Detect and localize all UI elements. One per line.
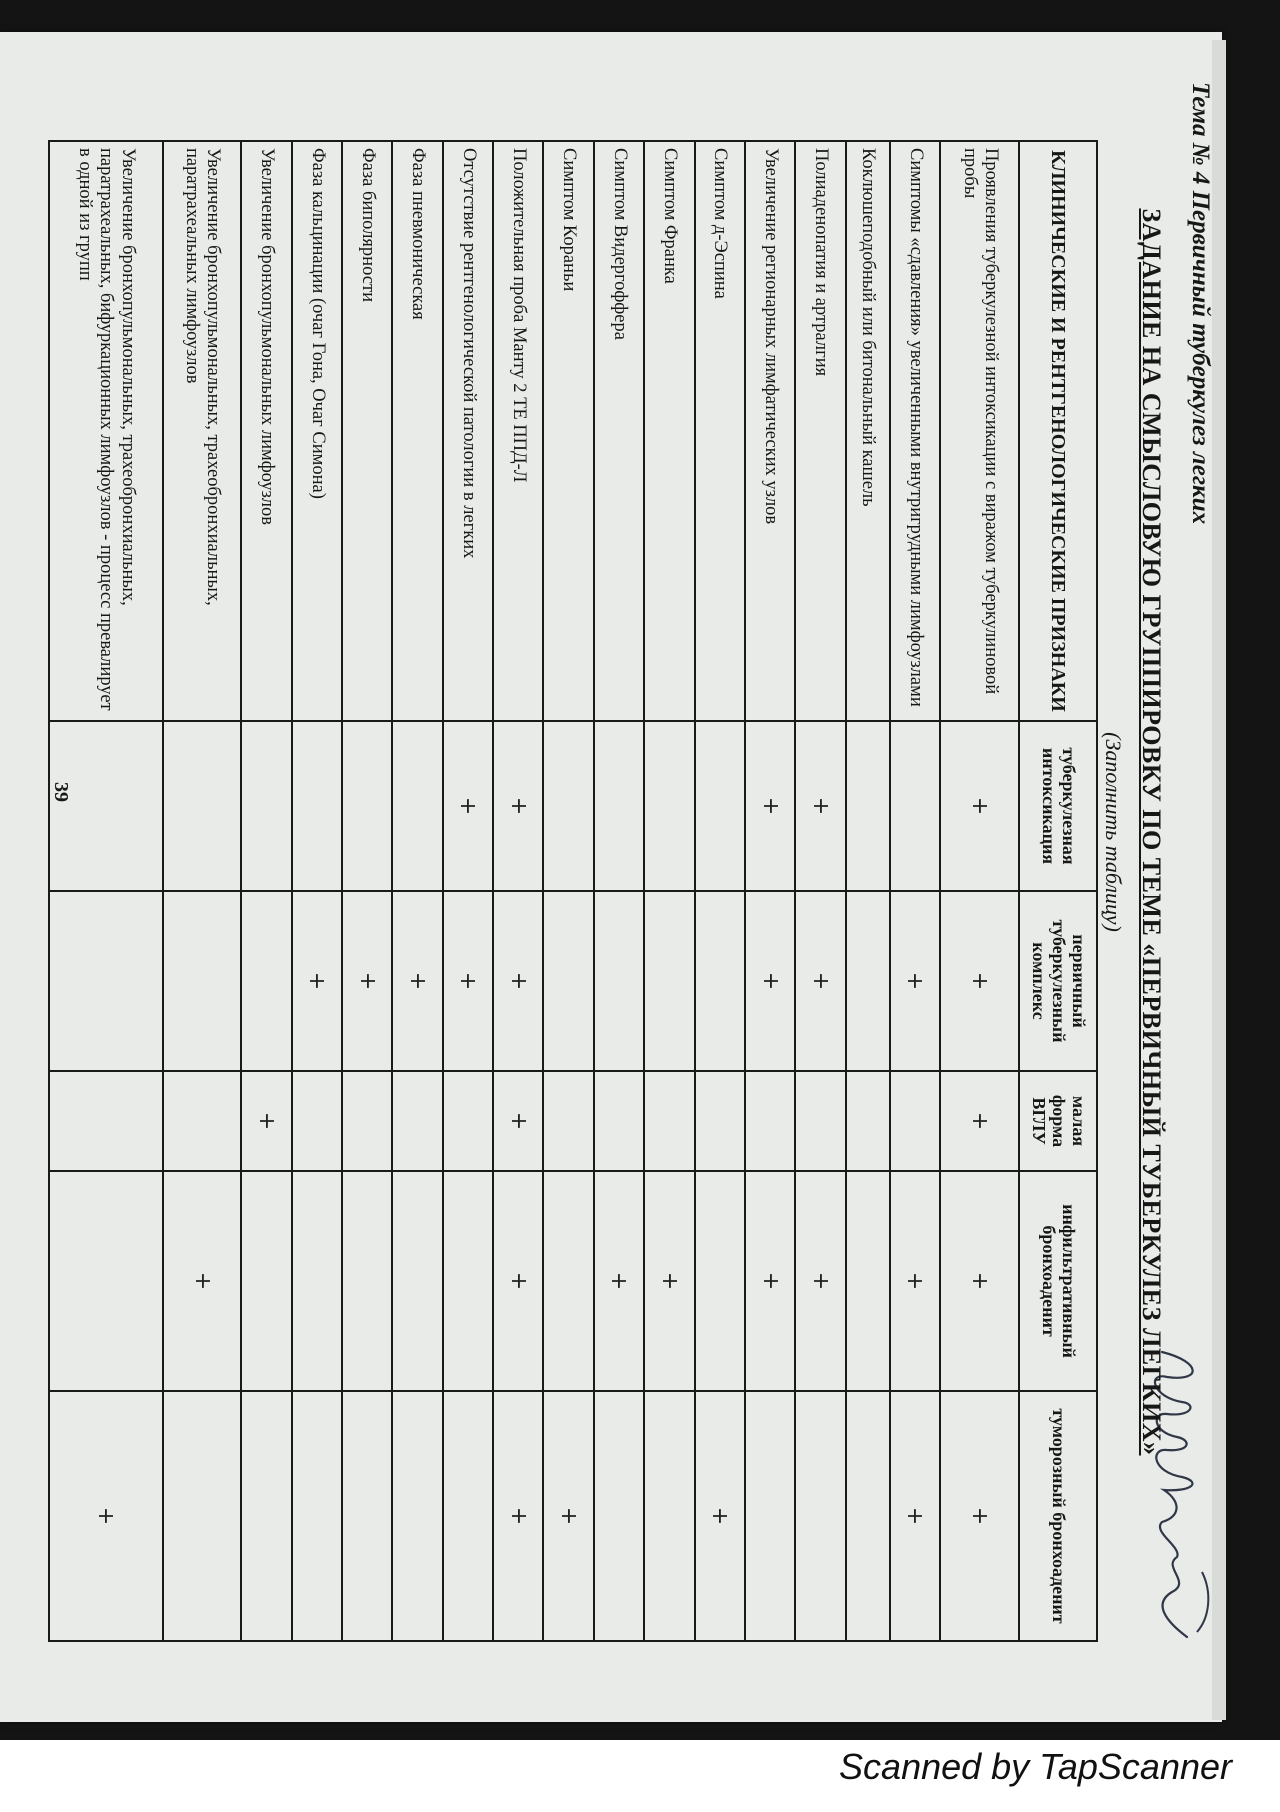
topic-title: Тема № 4 Первичный туберкулез легких [1187, 82, 1214, 525]
mark-cell [594, 891, 644, 1071]
mark-cell [443, 891, 493, 1071]
page-number: 39 [50, 782, 72, 802]
table-row [342, 141, 392, 1641]
plus-mark: + [189, 1271, 215, 1291]
mark-cell [890, 891, 940, 1071]
plus-mark: + [505, 1506, 531, 1526]
mark-cell [594, 1071, 644, 1171]
rotated-document-page [32, 42, 1222, 1682]
mark-cell [846, 1171, 890, 1391]
grouping-table [48, 140, 1098, 1642]
mark-cell [795, 1171, 845, 1391]
sign-cell: Увеличение регионарных лимфатических узлов [745, 141, 795, 721]
assignment-instruction: (Заполнить таблицу) [1101, 732, 1126, 932]
plus-mark: + [807, 796, 833, 816]
mark-cell [493, 1171, 543, 1391]
mark-cell [543, 891, 593, 1071]
plus-mark: + [902, 971, 928, 991]
plus-mark: + [707, 1506, 733, 1526]
plus-mark: + [455, 796, 481, 816]
mark-cell [543, 1391, 593, 1641]
mark-cell [292, 1171, 342, 1391]
mark-cell [846, 1391, 890, 1641]
mark-cell [163, 1071, 242, 1171]
mark-cell [49, 891, 163, 1071]
mark-cell [644, 721, 694, 891]
column-header-primary-complex: первичный туберкулезный комплекс [1019, 891, 1097, 1071]
mark-cell [745, 1071, 795, 1171]
sign-cell: Коклюшеподобный или битональный кашель [846, 141, 890, 721]
mark-cell [695, 1071, 745, 1171]
plus-mark: + [505, 971, 531, 991]
mark-cell [292, 891, 342, 1071]
mark-cell [392, 1391, 442, 1641]
column-header-infiltrative: инфильтративный бронхоаденит [1019, 1171, 1097, 1391]
plus-mark: + [656, 1271, 682, 1291]
mark-cell [890, 1171, 940, 1391]
table-body [49, 141, 1019, 1641]
plus-mark: + [304, 971, 330, 991]
plus-mark: + [967, 971, 993, 991]
plus-mark: + [757, 971, 783, 991]
mark-cell [392, 891, 442, 1071]
mark-cell [493, 1391, 543, 1641]
mark-cell [543, 1071, 593, 1171]
mark-cell [890, 1071, 940, 1171]
mark-cell [342, 1171, 392, 1391]
plus-mark: + [757, 796, 783, 816]
mark-cell [745, 1391, 795, 1641]
mark-cell [644, 891, 694, 1071]
sign-cell: Проявления туберкулезной интоксикации с виражом туберкулиновой пробы [940, 141, 1019, 721]
mark-cell [695, 891, 745, 1071]
mark-cell [241, 721, 291, 891]
mark-cell [795, 1071, 845, 1171]
mark-cell [745, 721, 795, 891]
mark-cell [940, 1171, 1019, 1391]
table-row [49, 141, 163, 1641]
mark-cell [644, 1391, 694, 1641]
table-row [745, 141, 795, 1641]
plus-mark: + [967, 1271, 993, 1291]
scanner-watermark: Scanned by TapScanner [839, 1746, 1232, 1787]
mark-cell [695, 1391, 745, 1641]
table-row [846, 141, 890, 1641]
mark-cell [594, 1391, 644, 1641]
mark-cell [594, 721, 644, 891]
mark-cell [795, 721, 845, 891]
sign-cell: Увеличение бронхопульмональных, трахеобронхиальных, паратрахеальных лимфоузлов [163, 141, 242, 721]
mark-cell [493, 721, 543, 891]
sign-cell: Симптом Видергоффера [594, 141, 644, 721]
mark-cell [49, 1171, 163, 1391]
mark-cell [392, 721, 442, 891]
sign-cell: Отсутствие рентгенологической патологии в легких [443, 141, 493, 721]
plus-mark: + [967, 1111, 993, 1131]
mark-cell [940, 891, 1019, 1071]
column-header-tb-intoxication: туберкулезная интоксикация [1019, 721, 1097, 891]
mark-cell [594, 1171, 644, 1391]
mark-cell [241, 891, 291, 1071]
mark-cell [890, 721, 940, 891]
mark-cell [940, 721, 1019, 891]
table-row [241, 141, 291, 1641]
assignment-heading: ЗАДАНИЕ НА СМЫСЛОВУЮ ГРУППИРОВКУ ПО ТЕМЕ «ПЕРВИЧНЫЙ ТУБЕРКУЛЕЗ ЛЕГКИХ» [1137, 208, 1166, 1456]
mark-cell [163, 721, 242, 891]
column-header-signs: КЛИНИЧЕСКИЕ И РЕНТГЕНОЛОГИЧЕСКИЕ ПРИЗНАКИ [1019, 141, 1097, 721]
sign-cell: Симптом д-Эспина [695, 141, 745, 721]
plus-mark: + [556, 1506, 582, 1526]
mark-cell [342, 1071, 392, 1171]
mark-cell [795, 1391, 845, 1641]
mark-cell [241, 1071, 291, 1171]
mark-cell [745, 891, 795, 1071]
mark-cell [695, 1171, 745, 1391]
plus-mark: + [902, 1506, 928, 1526]
plus-mark: + [807, 971, 833, 991]
sign-cell: Симптом Франка [644, 141, 694, 721]
table-row [695, 141, 745, 1641]
sign-cell: Увеличение бронхопульмональных, трахеобронхиальных, паратрахеальных, бифуркационных лимфоузлов - процесс превалирует в одной из групп [49, 141, 163, 721]
mark-cell [241, 1171, 291, 1391]
mark-cell [342, 1391, 392, 1641]
mark-cell [163, 1171, 242, 1391]
table-row [292, 141, 342, 1641]
mark-cell [443, 721, 493, 891]
plus-mark: + [455, 971, 481, 991]
table-header-row [1019, 141, 1097, 1641]
table-row [543, 141, 593, 1641]
mark-cell [392, 1071, 442, 1171]
column-header-tumorous: туморозный бронхоаденит [1019, 1391, 1097, 1641]
mark-cell [940, 1071, 1019, 1171]
plus-mark: + [505, 1111, 531, 1131]
mark-cell [241, 1391, 291, 1641]
plus-mark: + [93, 1506, 119, 1526]
mark-cell [292, 1071, 342, 1171]
mark-cell [890, 1391, 940, 1641]
plus-mark: + [254, 1111, 280, 1131]
mark-cell [163, 891, 242, 1071]
plus-mark: + [606, 1271, 632, 1291]
plus-mark: + [505, 796, 531, 816]
mark-cell [342, 891, 392, 1071]
mark-cell [846, 1071, 890, 1171]
mark-cell [493, 1071, 543, 1171]
table-row [890, 141, 940, 1641]
mark-cell [644, 1071, 694, 1171]
table-row [594, 141, 644, 1641]
plus-mark: + [505, 1271, 531, 1291]
table-row [644, 141, 694, 1641]
mark-cell [846, 721, 890, 891]
sign-cell: Фаза биполярности [342, 141, 392, 721]
plus-mark: + [902, 1271, 928, 1291]
mark-cell [443, 1071, 493, 1171]
plus-mark: + [807, 1271, 833, 1291]
mark-cell [493, 891, 543, 1071]
column-header-small-form: малая форма ВГЛУ [1019, 1071, 1097, 1171]
table-row [795, 141, 845, 1641]
table-row [940, 141, 1019, 1641]
plus-mark: + [405, 971, 431, 991]
plus-mark: + [354, 971, 380, 991]
mark-cell [695, 721, 745, 891]
mark-cell [795, 891, 845, 1071]
plus-mark: + [757, 1271, 783, 1291]
mark-cell [443, 1391, 493, 1641]
sign-cell: Симптом Кораньи [543, 141, 593, 721]
mark-cell [49, 1071, 163, 1171]
table-row [493, 141, 543, 1641]
mark-cell [543, 721, 593, 891]
table-row [392, 141, 442, 1641]
mark-cell [49, 721, 163, 891]
mark-cell [644, 1171, 694, 1391]
mark-cell [49, 1391, 163, 1641]
mark-cell [292, 1391, 342, 1641]
sign-cell: Симптомы «сдавления» увеличенными внутригрудными лимфоузлами [890, 141, 940, 721]
sign-cell: Положительная проба Манту 2 ТЕ ППД-Л [493, 141, 543, 721]
sign-cell: Увеличение бронхопульмональных лимфоузлов [241, 141, 291, 721]
plus-mark: + [967, 1506, 993, 1526]
table-row [163, 141, 242, 1641]
sign-cell: Полиаденопатия и артралгия [795, 141, 845, 721]
mark-cell [543, 1171, 593, 1391]
table-row [443, 141, 493, 1641]
mark-cell [392, 1171, 442, 1391]
mark-cell [443, 1171, 493, 1391]
sign-cell: Фаза кальцинации (очаг Гона, Очаг Симона) [292, 141, 342, 721]
mark-cell [163, 1391, 242, 1641]
plus-mark: + [967, 796, 993, 816]
sign-cell: Фаза пневмоническая [392, 141, 442, 721]
mark-cell [745, 1171, 795, 1391]
mark-cell [292, 721, 342, 891]
mark-cell [940, 1391, 1019, 1641]
mark-cell [342, 721, 392, 891]
mark-cell [846, 891, 890, 1071]
